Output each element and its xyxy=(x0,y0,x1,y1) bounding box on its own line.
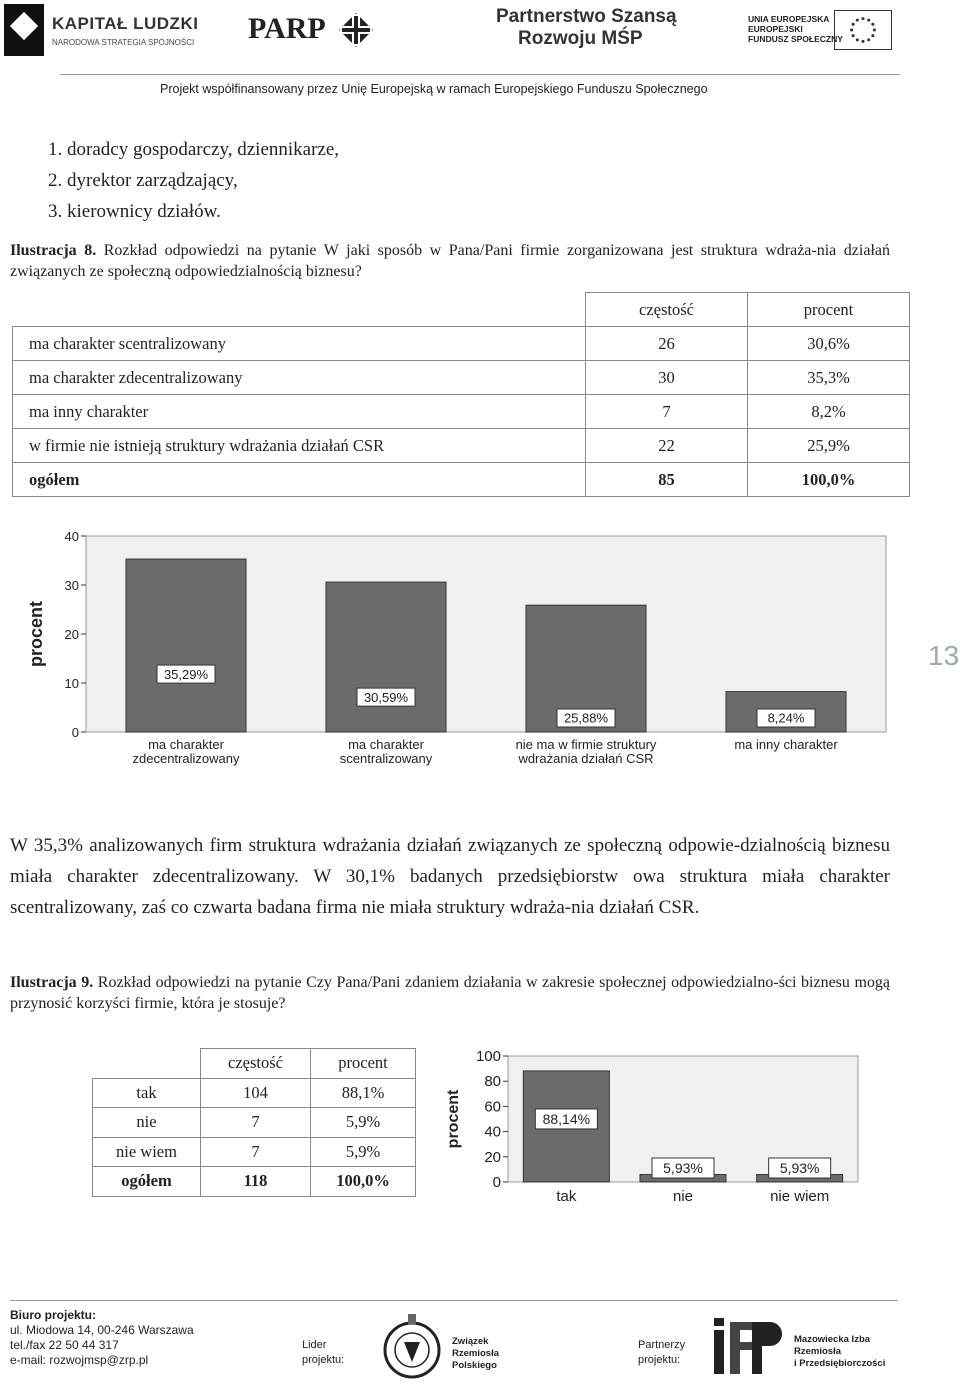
eu-star-icon xyxy=(850,28,853,31)
row-percent: 5,9% xyxy=(311,1108,416,1138)
footer-leader-label xyxy=(302,1338,344,1368)
y-tick-label: 80 xyxy=(484,1073,501,1091)
eu-logo xyxy=(748,8,898,54)
row-percent: 8,2% xyxy=(748,395,910,429)
category-label: nie ma w firmie struktury xyxy=(515,737,657,752)
kl-subtitle: NARODOWA STRATEGIA SPÓJNOŚCI xyxy=(52,38,195,47)
total-percent: 100,0% xyxy=(311,1167,416,1197)
total-frequency: 118 xyxy=(201,1167,311,1197)
data-label: 88,14% xyxy=(542,1110,591,1127)
zrp-seal-icon xyxy=(382,1312,442,1380)
table-row xyxy=(93,1078,416,1108)
y-tick-label: 20 xyxy=(484,1148,501,1166)
zrp-line1: Związek xyxy=(452,1336,489,1347)
table-header-row xyxy=(13,293,910,327)
category-label: ma charakter xyxy=(148,737,224,752)
eu-line2: EUROPEJSKI xyxy=(748,24,803,34)
footer-zrp-name xyxy=(452,1336,499,1372)
row-frequency: 7 xyxy=(586,395,748,429)
table-structure xyxy=(12,292,910,497)
zrp-line3: Polskiego xyxy=(452,1360,497,1371)
row-frequency: 7 xyxy=(201,1137,311,1167)
footer-address-line: ul. Miodowa 14, 00-246 Warszawa xyxy=(10,1323,194,1337)
table-header-row xyxy=(93,1049,416,1079)
category-label: ma inny charakter xyxy=(734,737,838,752)
category-label: nie xyxy=(672,1188,694,1205)
footer-divider xyxy=(10,1300,898,1301)
kapital-ludzki-mark-icon xyxy=(4,4,44,56)
col-header-percent: procent xyxy=(311,1049,416,1079)
row-label: nie wiem xyxy=(93,1137,201,1167)
eu-star-icon xyxy=(852,23,855,26)
figure8-caption xyxy=(10,240,890,282)
total-label: ogółem xyxy=(93,1167,201,1197)
table-benefits xyxy=(92,1048,416,1197)
category-label: nie wiem xyxy=(770,1188,830,1205)
body-paragraph: W 35,3% analizowanych firm struktura wdrażania działań związanych ze społeczną odpowie-dzialnością biznesu miała charakter zdecentralizowany. W 30,1% badanych przedsiębiorstw owa struktura miała charakter scentralizowany, zaś co czwarta badana firma nie miała struktury wdraża-nia działań CSR. xyxy=(10,835,890,918)
eu-star-icon xyxy=(861,17,864,20)
col-header-percent: procent xyxy=(748,293,910,327)
eu-star-icon xyxy=(856,38,859,41)
eu-star-icon xyxy=(867,38,870,41)
partner-line1: Partnerzy xyxy=(638,1339,686,1351)
eu-star-icon xyxy=(852,34,855,37)
figure9-text: Rozkład odpowiedzi na pytanie Czy Pana/Pani zdaniem działania w zakresie społecznej odpowiedzialno-ści biznesu mogą przynosić korzyści firmie, która je stosuje? xyxy=(10,974,891,1012)
y-axis-label: procent xyxy=(445,1089,462,1149)
numbered-list xyxy=(48,134,339,227)
footer-address xyxy=(10,1308,194,1368)
col-header-frequency: częstość xyxy=(201,1049,311,1079)
chart-benefits xyxy=(444,1050,864,1218)
table-row xyxy=(93,1108,416,1138)
figure9-label: Ilustracja 9. xyxy=(10,974,94,991)
list-item: 1. doradcy gospodarczy, dziennikarze, xyxy=(48,139,340,160)
bar xyxy=(326,582,446,732)
row-frequency: 30 xyxy=(586,361,748,395)
ps-line2: Rozwoju MŚP xyxy=(518,28,643,49)
y-tick-label: 10 xyxy=(64,676,79,691)
figure8-label: Ilustracja 8. xyxy=(10,242,97,259)
footer-phone: tel./fax 22 50 44 317 xyxy=(10,1338,119,1352)
data-label: 8,24% xyxy=(767,710,805,726)
eu-star-icon xyxy=(873,28,876,31)
category-label: zdecentralizowany xyxy=(132,751,240,766)
mir-line1: Mazowiecka Izba xyxy=(794,1334,871,1345)
table-row xyxy=(13,361,910,395)
total-percent: 100,0% xyxy=(748,463,910,497)
table-row xyxy=(13,327,910,361)
eu-text xyxy=(748,14,843,44)
row-frequency: 104 xyxy=(201,1078,311,1108)
data-label: 5,93% xyxy=(663,1160,703,1177)
eu-star-icon xyxy=(871,34,874,37)
footer-email: e-mail: rozwojmsp@zrp.pl xyxy=(10,1353,149,1367)
table-row xyxy=(13,395,910,429)
y-tick-label: 30 xyxy=(64,578,79,593)
figure8-text: Rozkład odpowiedzi na pytanie W jaki sposób w Pana/Pani firmie zorganizowana jest struktura wdraża-nia działań związanych ze społeczną odpowiedzialnością biznesu? xyxy=(10,242,891,280)
row-label: ma charakter scentralizowany xyxy=(13,327,586,361)
mir-line3: i Przedsiębiorczości xyxy=(794,1358,886,1369)
y-tick-label: 40 xyxy=(484,1123,501,1141)
eu-star-icon xyxy=(867,19,870,22)
data-label: 30,59% xyxy=(363,689,409,705)
row-percent: 5,9% xyxy=(311,1137,416,1167)
list-item: 2. dyrektor zarządzający, xyxy=(48,170,238,191)
row-label: w firmie nie istnieją struktury wdrażania działań CSR xyxy=(13,429,586,463)
kapital-ludzki-logo xyxy=(4,4,204,56)
y-tick-label: 60 xyxy=(484,1098,501,1116)
eu-star-icon xyxy=(861,40,864,43)
row-percent: 30,6% xyxy=(748,327,910,361)
row-percent: 35,3% xyxy=(748,361,910,395)
data-label: 5,93% xyxy=(779,1160,820,1177)
row-label: tak xyxy=(93,1078,201,1108)
y-tick-label: 0 xyxy=(71,725,79,740)
row-label: nie xyxy=(93,1108,201,1138)
footer-address-title: Biuro projektu: xyxy=(10,1308,96,1322)
y-tick-label: 0 xyxy=(492,1174,501,1191)
table-total-row xyxy=(13,463,910,497)
row-percent: 25,9% xyxy=(748,429,910,463)
kl-title: KAPITAŁ LUDZKI xyxy=(52,14,199,33)
leader-line2: projektu: xyxy=(302,1354,345,1366)
category-label: wdrażania działań CSR xyxy=(518,751,654,766)
figure9-caption xyxy=(10,972,890,1014)
table-row xyxy=(13,429,910,463)
y-tick-label: 100 xyxy=(475,1050,501,1065)
list-item: 3. kierownicy działów. xyxy=(48,201,221,222)
row-frequency: 7 xyxy=(201,1108,311,1138)
eu-star-icon xyxy=(871,23,874,26)
total-frequency: 85 xyxy=(586,463,748,497)
footer-mir-name xyxy=(794,1334,885,1370)
category-label: ma charakter xyxy=(348,737,424,752)
page-number: 13 xyxy=(928,640,960,671)
header-caption: Projekt współfinansowany przez Unię Europejską w ramach Europejskiego Funduszu Społecznego xyxy=(160,82,708,96)
eu-line1: UNIA EUROPEJSKA xyxy=(748,14,830,24)
data-label: 25,88% xyxy=(563,710,609,726)
eu-star-icon xyxy=(856,19,859,22)
partnerstwo-logo xyxy=(496,6,677,50)
table-total-row xyxy=(93,1167,416,1197)
footer-partners-label xyxy=(638,1338,685,1368)
header-divider xyxy=(60,74,900,75)
table-row xyxy=(93,1137,416,1167)
row-label: ma charakter zdecentralizowany xyxy=(13,361,586,395)
parp-logo xyxy=(248,8,388,54)
zrp-line2: Rzemiosła xyxy=(452,1348,499,1359)
y-tick-label: 20 xyxy=(64,627,79,642)
ps-line1: Partnerstwo Szansą xyxy=(496,6,677,27)
leader-line1: Lider xyxy=(302,1339,327,1351)
parp-text: PARP xyxy=(248,12,326,45)
chart-structure xyxy=(26,530,896,770)
col-header-frequency: częstość xyxy=(586,293,748,327)
category-label: tak xyxy=(556,1188,577,1205)
row-label: ma inny charakter xyxy=(13,395,586,429)
parp-diamond-icon xyxy=(336,10,376,50)
y-axis-label: procent xyxy=(26,600,46,668)
row-percent: 88,1% xyxy=(311,1078,416,1108)
category-label: scentralizowany xyxy=(339,751,433,766)
partner-line2: projektu: xyxy=(638,1354,681,1366)
irp-logo-icon xyxy=(712,1318,782,1376)
data-label: 35,29% xyxy=(163,666,209,682)
mir-line2: Rzemiosła xyxy=(794,1346,841,1357)
row-frequency: 26 xyxy=(586,327,748,361)
eu-line3: FUNDUSZ SPOŁECZNY xyxy=(748,34,843,44)
row-frequency: 22 xyxy=(586,429,748,463)
y-tick-label: 40 xyxy=(64,530,79,544)
bar xyxy=(126,559,246,732)
total-label: ogółem xyxy=(13,463,586,497)
eu-flag-icon xyxy=(834,10,892,50)
